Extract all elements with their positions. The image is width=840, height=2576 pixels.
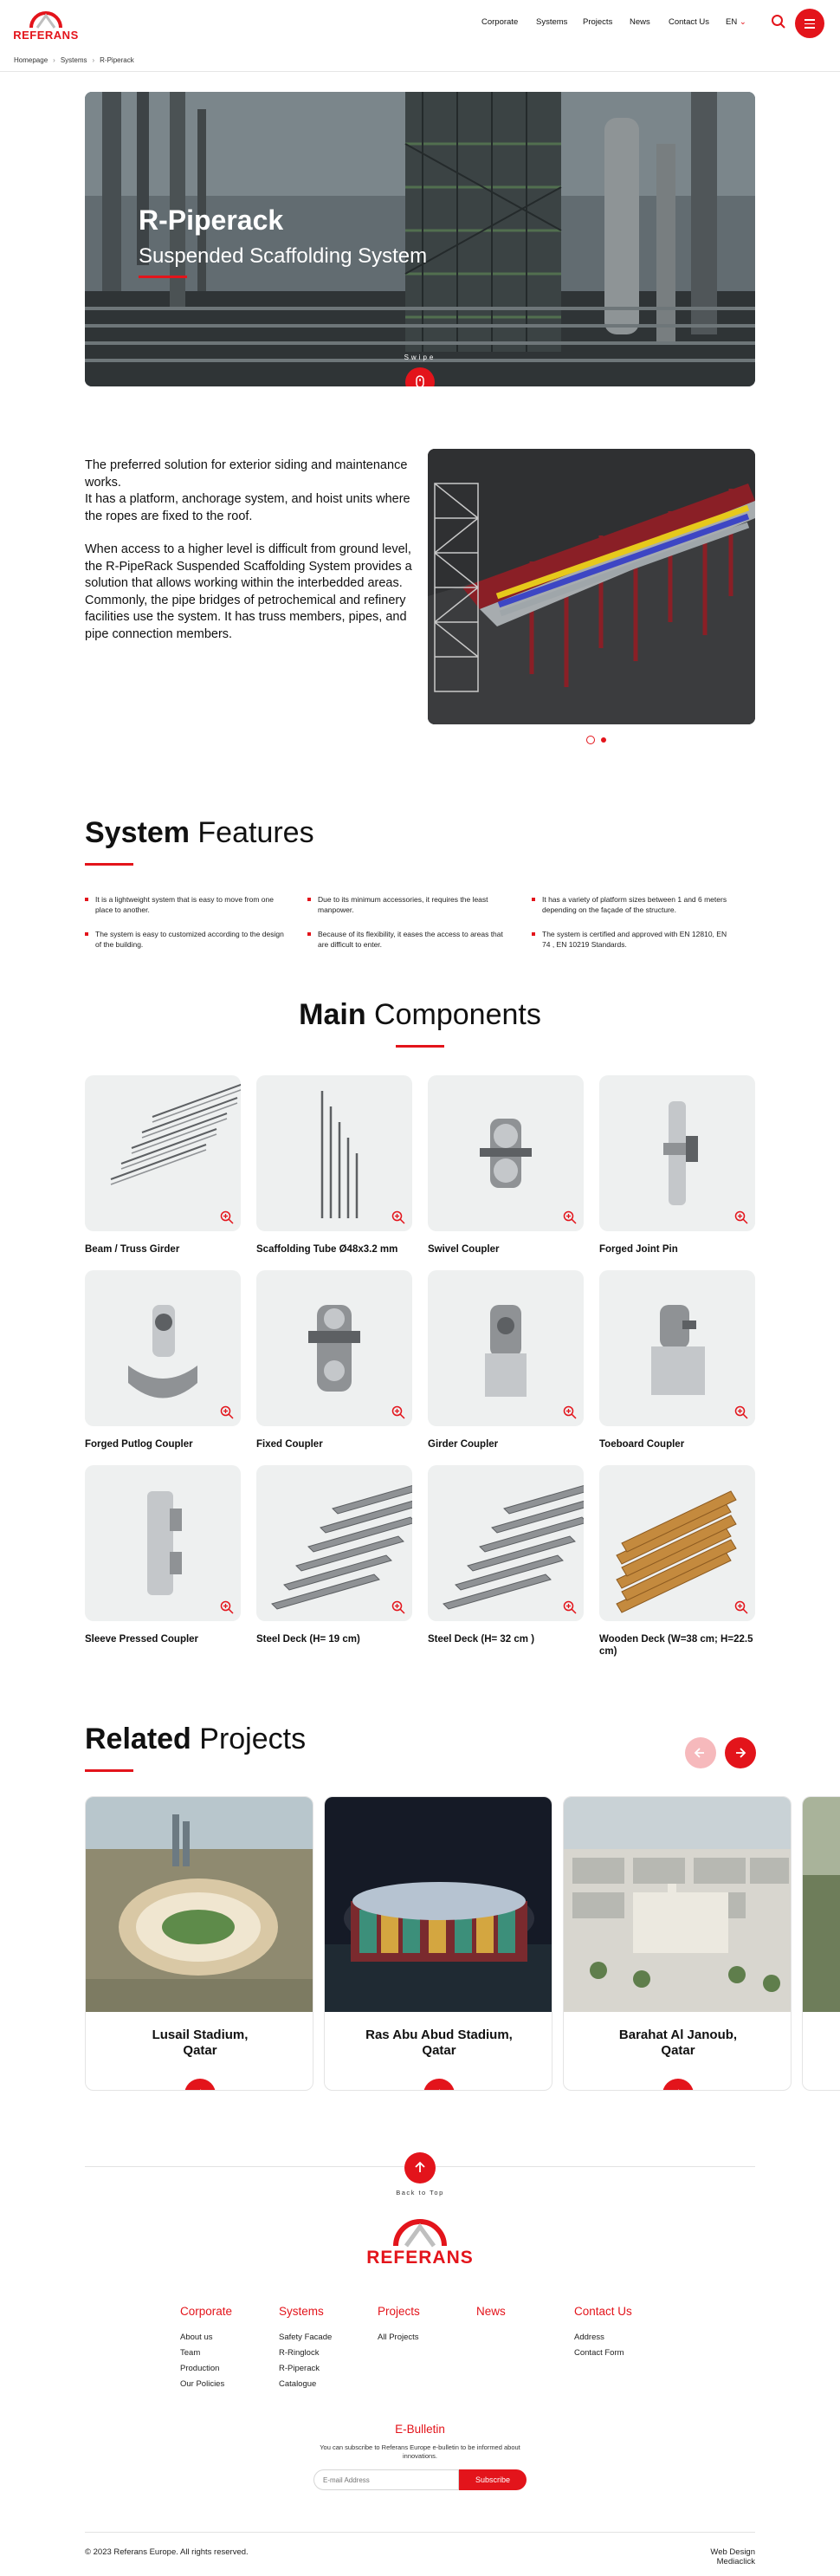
zoom-in-icon[interactable]	[563, 1600, 577, 1614]
component-image	[85, 1270, 241, 1426]
arrow-right-icon	[184, 2079, 216, 2091]
divider	[0, 71, 840, 72]
breadcrumb	[14, 56, 134, 64]
chevron-right-icon: ›	[92, 56, 95, 64]
site-header	[0, 0, 840, 47]
copyright: © 2023 Referans Europe. All rights reserved.	[85, 2547, 249, 2557]
component-label: Toeboard Coupler	[599, 1439, 685, 1450]
project-photo	[803, 1797, 840, 2012]
project-card[interactable]	[324, 1796, 552, 2091]
component-card-swivel-coupler[interactable]	[428, 1075, 584, 1231]
breadcrumb-current: R-Piperack	[100, 56, 134, 64]
footer-projects-heading[interactable]: Projects	[378, 2305, 420, 2318]
zoom-in-icon[interactable]	[391, 1600, 405, 1614]
footer-logo-arch-icon[interactable]	[385, 2209, 455, 2248]
zoom-in-icon[interactable]	[220, 1600, 234, 1614]
component-label: Steel Deck (H= 32 cm )	[428, 1634, 535, 1645]
project-link-button[interactable]	[423, 2079, 455, 2091]
back-to-top-label[interactable]: Back to Top	[396, 2189, 444, 2196]
logo-text: REFERANS	[13, 29, 79, 42]
component-image	[428, 1465, 584, 1621]
divider	[85, 2532, 755, 2533]
component-label: Girder Coupler	[428, 1439, 499, 1450]
component-card-forged-putlog-coupler[interactable]	[85, 1270, 241, 1426]
lusail-stadium-photo	[86, 1797, 313, 2012]
component-label: Forged Joint Pin	[599, 1244, 678, 1255]
breadcrumb-homepage[interactable]: Homepage	[14, 56, 48, 64]
footer-link[interactable]: Production	[180, 2364, 220, 2373]
arrow-right-icon	[662, 2079, 694, 2091]
component-label: Scaffolding Tube Ø48x3.2 mm	[256, 1244, 398, 1255]
title-underline	[139, 276, 187, 278]
menu-icon	[804, 19, 815, 21]
breadcrumb-systems[interactable]: Systems	[60, 56, 87, 64]
footer-link[interactable]: R-Piperack	[279, 2364, 320, 2373]
component-image	[256, 1075, 412, 1231]
footer-link[interactable]: Safety Facade	[279, 2333, 333, 2342]
chevron-down-icon: ⌄	[739, 17, 746, 27]
project-name: Lusail Stadium, Qatar	[152, 2028, 249, 2058]
search-icon[interactable]	[771, 14, 786, 29]
ras-abu-abud-stadium-photo	[325, 1797, 552, 2012]
footer-systems-heading[interactable]: Systems	[279, 2305, 324, 2318]
component-label: Beam / Truss Girder	[85, 1244, 180, 1255]
logo-arch-icon	[12, 3, 80, 29]
footer-logo-text: REFERANS	[366, 2248, 474, 2268]
hamburger-menu-button[interactable]	[795, 9, 824, 38]
divider	[85, 2166, 404, 2167]
zoom-in-icon[interactable]	[734, 1405, 748, 1419]
component-card-forged-joint-pin[interactable]	[599, 1075, 755, 1231]
component-card-steel-deck-19[interactable]	[256, 1465, 412, 1621]
component-card-wooden-deck[interactable]	[599, 1465, 755, 1621]
swipe-label: Swipe	[404, 354, 436, 361]
features-title: System Features	[85, 816, 314, 849]
footer-link[interactable]: Catalogue	[279, 2379, 317, 2389]
component-label: Swivel Coupler	[428, 1244, 500, 1255]
intro-paragraph-1b: It has a platform, anchorage system, and hoist units where the ropes are fixed to the roof.	[85, 492, 410, 523]
zoom-in-icon[interactable]	[220, 1405, 234, 1419]
footer-news-heading[interactable]: News	[476, 2305, 506, 2318]
arrow-right-icon	[423, 2079, 455, 2091]
back-to-top-button[interactable]	[404, 2152, 436, 2183]
project-name: Barahat Al Janoub, Qatar	[618, 2028, 738, 2058]
refinery-photo	[85, 92, 755, 386]
footer-contact-heading[interactable]: Contact Us	[574, 2305, 632, 2318]
component-card-fixed-coupler[interactable]	[256, 1270, 412, 1426]
component-image	[599, 1075, 755, 1231]
zoom-in-icon[interactable]	[220, 1210, 234, 1224]
intro-paragraph-1: The preferred solution for exterior siding and maintenance works.	[85, 458, 408, 490]
nav-corporate[interactable]: Corporate	[481, 17, 519, 27]
chevron-right-icon: ›	[53, 56, 55, 64]
intro-paragraph-2: When access to a higher level is difficult from ground level, the R-PipeRack Suspended Scaffolding System provides a solution that allows working within the interbedded areas. Commonly, the pipe bridges of petrochemical and refinery facilities use the system. It has truss members, pipes, and pipe connection members.	[85, 542, 412, 641]
title-underline	[396, 1045, 444, 1048]
feature-item: Due to its minimum accessories, it requires the least manpower.	[307, 894, 507, 915]
language-label: EN	[726, 17, 738, 27]
prev-button[interactable]	[685, 1737, 716, 1768]
feature-item: It has a variety of platform sizes between 1 and 6 meters depending on the façade of the structure.	[532, 894, 731, 915]
component-card-steel-deck-32[interactable]	[428, 1465, 584, 1621]
feature-item: Because of its flexibility, it eases the access to areas that are difficult to enter.	[307, 929, 507, 950]
footer-link[interactable]: Address	[574, 2333, 604, 2342]
component-image	[85, 1465, 241, 1621]
title-underline	[85, 1769, 133, 1772]
language-selector[interactable]	[726, 17, 746, 27]
component-card-sleeve-pressed-coupler[interactable]	[85, 1465, 241, 1621]
component-label: Fixed Coupler	[256, 1439, 323, 1450]
component-image	[428, 1075, 584, 1231]
project-link-button[interactable]	[662, 2079, 694, 2091]
zoom-in-icon[interactable]	[563, 1210, 577, 1224]
nav-systems[interactable]: Systems	[536, 17, 568, 27]
mouse-icon	[405, 367, 435, 386]
carousel-dot-active[interactable]	[586, 736, 595, 744]
component-card-girder-coupler[interactable]	[428, 1270, 584, 1426]
component-image	[85, 1075, 241, 1231]
component-image	[428, 1270, 584, 1426]
feature-item: The system is easy to customized according to the design of the building.	[85, 929, 284, 950]
hero-subtitle: Suspended Scaffolding System	[139, 244, 428, 268]
zoom-in-icon[interactable]	[734, 1600, 748, 1614]
title-underline	[85, 863, 133, 866]
project-card-partial[interactable]	[802, 1796, 840, 2091]
footer-link[interactable]: Our Policies	[180, 2379, 225, 2389]
next-button[interactable]	[725, 1737, 756, 1768]
footer-link[interactable]: R-Ringlock	[279, 2348, 320, 2358]
nav-projects[interactable]: Projects	[583, 17, 613, 27]
component-image	[599, 1465, 755, 1621]
component-image	[599, 1270, 755, 1426]
zoom-in-icon[interactable]	[391, 1210, 405, 1224]
footer-link[interactable]: All Projects	[378, 2333, 419, 2342]
footer-link[interactable]: About us	[180, 2333, 213, 2342]
hero-banner	[85, 92, 755, 386]
arrow-up-icon	[404, 2152, 436, 2183]
piperack-render-image	[428, 449, 755, 724]
carousel-dot[interactable]	[601, 737, 606, 743]
zoom-in-icon[interactable]	[391, 1405, 405, 1419]
design-credit[interactable]: Web Design Mediaclick	[710, 2547, 755, 2566]
arrow-right-icon	[725, 1737, 756, 1768]
component-label: Sleeve Pressed Coupler	[85, 1634, 199, 1645]
component-label: Steel Deck (H= 19 cm)	[256, 1634, 360, 1645]
footer-link[interactable]: Contact Form	[574, 2348, 624, 2358]
project-link-button[interactable]	[184, 2079, 216, 2091]
divider	[436, 2166, 755, 2167]
intro-text	[85, 457, 414, 659]
feature-item: The system is certified and approved with EN 12810, EN 74 , EN 10219 Standards.	[532, 929, 731, 950]
zoom-in-icon[interactable]	[734, 1210, 748, 1224]
subscribe-button[interactable]: Subscribe	[459, 2469, 527, 2490]
component-image	[256, 1270, 412, 1426]
related-title: Related Projects	[85, 1723, 307, 1755]
hero-title: R-Piperack	[139, 204, 284, 236]
component-image	[256, 1465, 412, 1621]
nav-news[interactable]: News	[630, 17, 650, 27]
project-card[interactable]	[563, 1796, 792, 2091]
components-title: Main Components	[299, 998, 541, 1031]
zoom-in-icon[interactable]	[563, 1405, 577, 1419]
barahat-al-janoub-photo	[564, 1797, 792, 2012]
component-card-scaffolding-tube[interactable]	[256, 1075, 412, 1231]
ebulletin-title: E-Bulletin	[395, 2423, 445, 2436]
component-card-beam-truss-girder[interactable]	[85, 1075, 241, 1231]
nav-contact-us[interactable]: Contact Us	[669, 17, 709, 27]
component-label: Wooden Deck (W=38 cm; H=22.5 cm)	[599, 1634, 753, 1657]
component-card-toeboard-coupler[interactable]	[599, 1270, 755, 1426]
email-field[interactable]	[313, 2469, 459, 2490]
arrow-left-icon	[685, 1737, 716, 1768]
footer-link[interactable]: Team	[180, 2348, 201, 2358]
project-name: Ras Abu Abud Stadium, Qatar	[365, 2028, 513, 2058]
swipe-button[interactable]	[405, 367, 435, 386]
project-card[interactable]	[85, 1796, 313, 2091]
component-label: Forged Putlog Coupler	[85, 1439, 193, 1450]
ebulletin-description: You can subscribe to Referans Europe e-bulletin to be informed about innovations.	[320, 2443, 520, 2460]
feature-item: It is a lightweight system that is easy to move from one place to another.	[85, 894, 284, 915]
footer-corporate-heading[interactable]: Corporate	[180, 2305, 233, 2318]
referans-logo[interactable]	[12, 3, 80, 43]
